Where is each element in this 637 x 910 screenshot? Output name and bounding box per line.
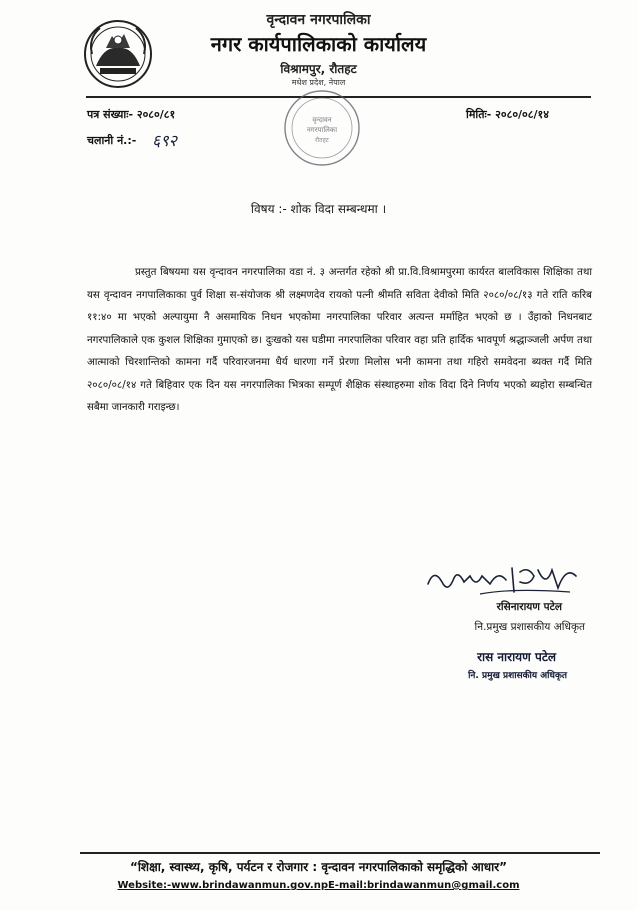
handwritten-signature [420,558,590,602]
letter-subject: विषय :- शोक विदा सम्बन्धमा । [250,202,387,216]
signatory-stamp-name: रास नारायण पटेल [477,650,556,664]
dispatch-number-label: चलानी नं.:- [87,134,137,147]
body-paragraph: प्रस्तुत बिषयमा यस वृन्दावन नगरपालिका वडा नं. ३ अन्तर्गत रहेको श्री प्रा.वि.विश्रामपुरमा कार्यरत बालविकास शिक्षिका तथा यस वृन्दावन नगपालिकाका पुर्व शिक्षा स-संयोजक श्री लक्ष्मणदेव रायको पत्नी श्रीमति सविता देवीको मिति २०८०/०८/१३ गते राति करिब ११:४० मा भएको अल्पायुमा नै असमायिक निधन भएकोमा नगरपालिका परिवार अत्यन्त मर्माहित भएको छ । उँहाको निधनबाट नगरपालिकाले एक कुशल शिक्षिका गुमाएको छ। दुःखको यस घडीमा नगरपालिका परिवार वहा प्रति हार्दिक भावपूर्ण श्रद्धाञ्जली अर्पण तथा आत्माको चिरशान्तिको कामना गर्दै परिवारजनमा धैर्य धारणा गर्ने प्रेरणा मिलोस भनी कामना तथा गहिरो समवेदना ब्यक्त गर्दै मिति २०८०/०८/१४ गते बिहिवार एक दिन यस नगरपालिका भित्रका सम्पूर्ण शैक्षिक संस्थाहरुमा शोक विदा दिने निर्णय भएको ब्यहोरा सम्बन्धित सबैमा जानकारी गराइन्छ। [87,267,592,413]
footer-slogan: “शिक्षा, स्वास्थ्य, कृषि, पर्यटन र रोजगार : वृन्दावन नगरपालिकाको समृद्धिको आधार” [129,860,508,874]
municipality-name: वृन्दावन नगरपालिका [266,12,371,28]
svg-text:वृन्दावन: वृन्दावन [312,116,332,124]
letter-date: मितिः- २०८०/०८/१४ [466,108,549,121]
footer-website-link[interactable]: Website:-www.brindawanmun.gov.npE-mail:brindawanmun@gmail.com [117,880,520,891]
office-seal-stamp [282,88,362,168]
svg-text:नगरपालिका: नगरपालिका [306,126,338,134]
office-title: नगर कार्यपालिकाको कार्यालय [210,32,427,56]
ref-number: पत्र संख्याः- २०८०/८१ [87,108,176,121]
svg-text:रौतहट: रौतहट [315,137,329,144]
footer-divider [80,852,600,854]
signatory-title: नि.प्रमुख प्रशासकीय अधिकृत [474,621,585,633]
signatory-name: रसिनारायण पटेल [496,601,562,613]
dispatch-number-handwritten: ६९२ [152,131,177,150]
office-province: मधेश प्रदेश, नेपाल [291,78,346,87]
office-address: विश्रामपुर, रौतहट [280,62,357,76]
letter-body [87,262,592,420]
signatory-stamp-title: नि. प्रमुख प्रशासकीय अधिकृत [468,671,567,681]
